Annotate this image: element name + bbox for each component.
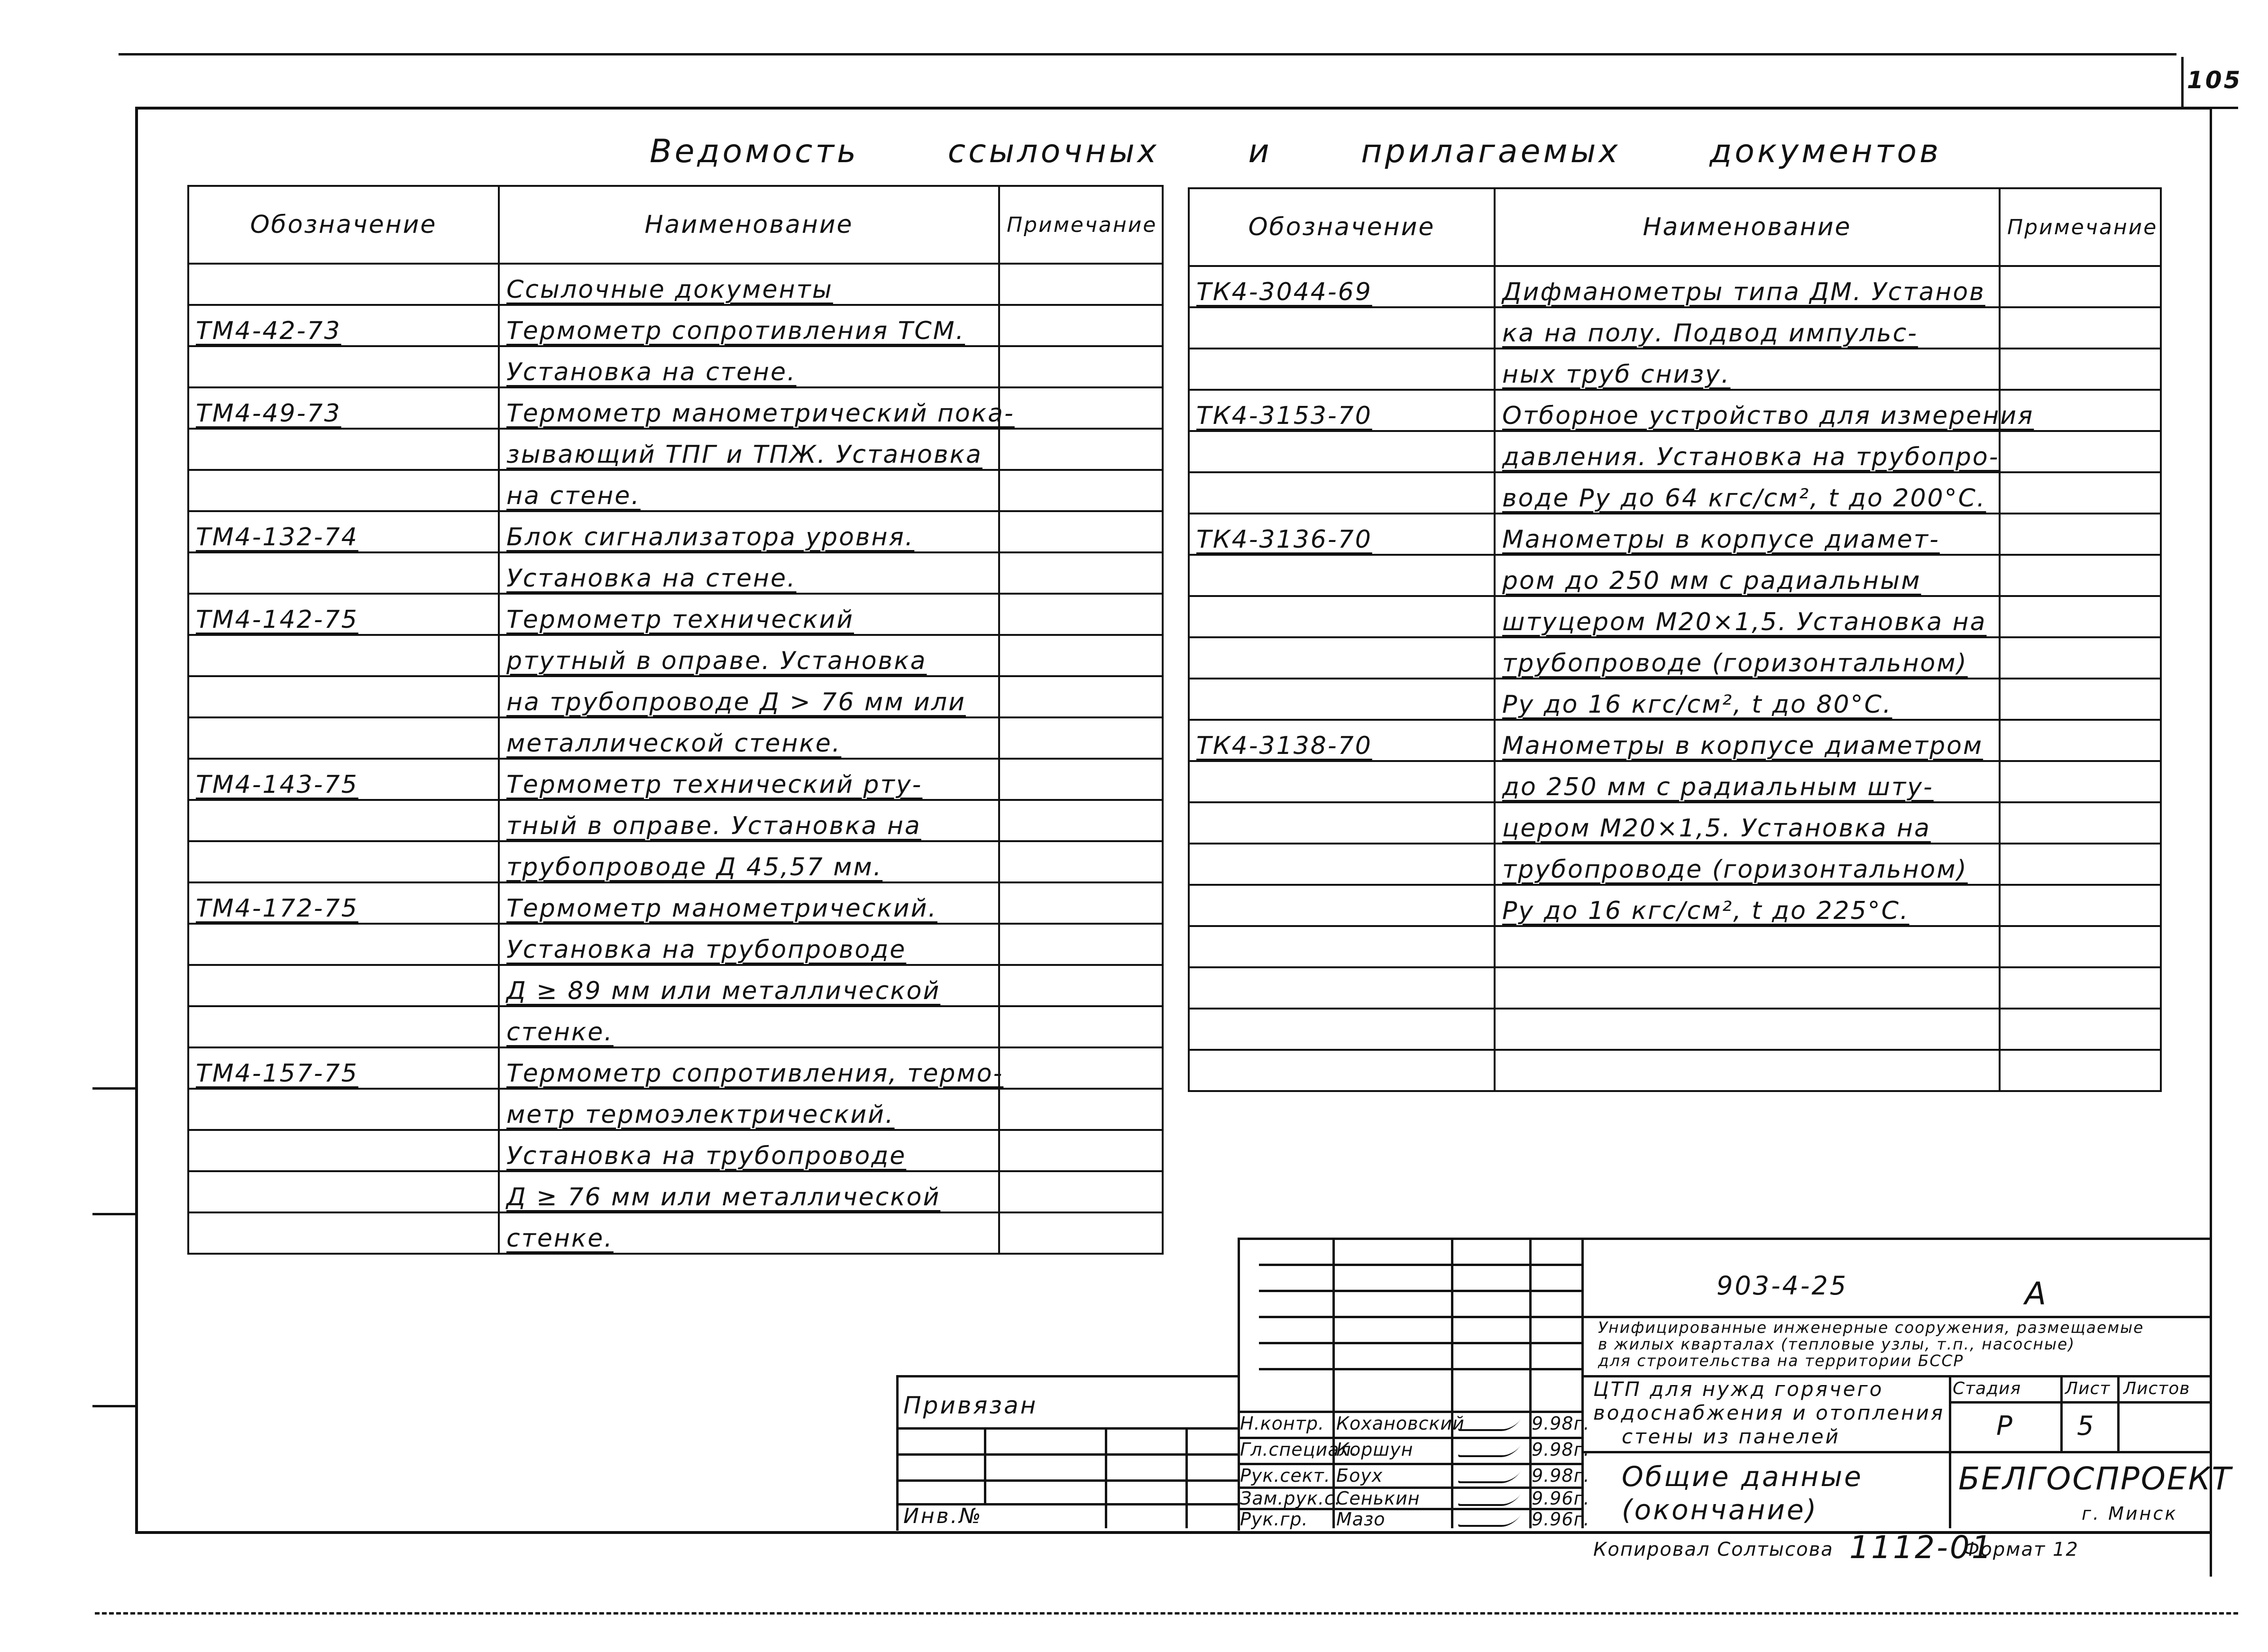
signature-name: Кохановский — [1336, 1413, 1465, 1434]
tb-col — [2117, 1375, 2120, 1451]
cell-designation: ТК4-3138-70 — [1189, 720, 1495, 761]
cell-name: Установка на трубопроводе — [499, 924, 999, 965]
cell-designation — [188, 924, 499, 965]
cell-note — [2000, 431, 2161, 472]
cell-name: до 250 мм с радиальным шту- — [1495, 761, 2000, 802]
cell-note — [999, 594, 1163, 635]
table-row — [1189, 885, 2161, 926]
cell-designation — [188, 800, 499, 841]
cell-note — [999, 676, 1163, 717]
signature-date: 9.98г. — [1532, 1439, 1590, 1460]
header-name: Наименование — [499, 186, 999, 264]
stage-label: Стадия — [1953, 1379, 2021, 1398]
cell-name: Дифманометры типа ДМ. Установ — [1495, 266, 2000, 307]
cell-note — [2000, 307, 2161, 349]
cell-note — [2000, 472, 2161, 514]
cell-note — [999, 841, 1163, 882]
signature-role: Гл.специал. — [1240, 1439, 1358, 1460]
header-note: Примечание — [999, 186, 1163, 264]
table-row — [188, 552, 1163, 594]
project-description-2: в жилых кварталах (тепловые узлы, т.п., насосные) — [1598, 1335, 2075, 1353]
cell-note — [999, 511, 1163, 552]
table-row — [1189, 967, 2161, 1009]
cell-note — [999, 1089, 1163, 1130]
cell-designation: ТМ4-132-74 — [188, 511, 499, 552]
table-row — [188, 717, 1163, 759]
cell-name: Термометр технический — [499, 594, 999, 635]
sheet-label: Лист — [2065, 1379, 2111, 1398]
cell-designation — [188, 965, 499, 1006]
table-row — [188, 470, 1163, 511]
cell-designation — [188, 676, 499, 717]
table-row — [188, 841, 1163, 882]
cell-name — [1495, 926, 2000, 967]
cell-designation — [1189, 637, 1495, 679]
table-row — [1189, 926, 2161, 967]
trim-line-bottom — [95, 1612, 2238, 1615]
privyazan-col — [1105, 1427, 1107, 1528]
cell-note — [999, 924, 1163, 965]
cell-note — [999, 882, 1163, 924]
signature-role: Зам.рук.с. — [1240, 1488, 1341, 1509]
cell-designation — [1189, 307, 1495, 349]
margin-tick — [92, 1405, 135, 1407]
table-row — [1189, 720, 2161, 761]
table-row — [1189, 637, 2161, 679]
cell-designation — [188, 470, 499, 511]
signature-role: Рук.сект. — [1240, 1465, 1331, 1486]
cell-name: Манометры в корпусе диаметром — [1495, 720, 2000, 761]
cell-note — [999, 759, 1163, 800]
footer-copy: Копировал Солтысова — [1593, 1539, 1834, 1560]
cell-note — [999, 305, 1163, 346]
signature-name: Мазо — [1336, 1509, 1386, 1530]
cell-name: Д ≥ 76 мм или металлической — [499, 1171, 999, 1212]
table-row — [188, 594, 1163, 635]
cell-name: Термометр манометрический пока- — [499, 387, 999, 429]
table-row — [188, 1212, 1163, 1254]
header-name: Наименование — [1495, 188, 2000, 266]
tb-col — [1332, 1238, 1335, 1528]
cell-note — [999, 429, 1163, 470]
right-register-table — [1188, 187, 2162, 1092]
tb-row — [1259, 1368, 1581, 1370]
tb-row — [1949, 1401, 2210, 1404]
cell-note — [999, 965, 1163, 1006]
tb-row — [1259, 1264, 1581, 1266]
table-row — [188, 305, 1163, 346]
table-row — [188, 1171, 1163, 1212]
cell-note — [2000, 514, 2161, 555]
cell-designation — [1189, 431, 1495, 472]
cell-designation: ТК4-3136-70 — [1189, 514, 1495, 555]
cell-note — [2000, 266, 2161, 307]
cell-name: Ру до 16 кгс/см², t до 80°С. — [1495, 679, 2000, 720]
project-description-1: Унифицированные инженерные сооружения, размещаемые — [1598, 1318, 2144, 1337]
privyazan-col — [1185, 1427, 1188, 1528]
cell-name: Ссылочные документы — [499, 264, 999, 305]
cell-note — [999, 1171, 1163, 1212]
cell-designation — [188, 1212, 499, 1254]
cell-note — [999, 800, 1163, 841]
cell-note — [999, 346, 1163, 387]
cell-note — [2000, 926, 2161, 967]
stage-value: Р — [1996, 1411, 2014, 1441]
cell-designation — [188, 429, 499, 470]
cell-name: Установка на стене. — [499, 552, 999, 594]
cell-note — [2000, 885, 2161, 926]
table-row — [1189, 844, 2161, 885]
table-row — [188, 1006, 1163, 1047]
signature-name: Сенькин — [1336, 1488, 1420, 1509]
cell-name: ром до 250 мм с радиальным — [1495, 555, 2000, 596]
cell-designation: ТМ4-172-75 — [188, 882, 499, 924]
header-designation: Обозначение — [1189, 188, 1495, 266]
cell-name: метр термоэлектрический. — [499, 1089, 999, 1130]
cell-designation — [1189, 596, 1495, 637]
table-row — [188, 264, 1163, 305]
object-name-1: ЦТП для нужд горячего — [1593, 1377, 1884, 1401]
cell-name: ртутный в оправе. Установка — [499, 635, 999, 676]
cell-name: на стене. — [499, 470, 999, 511]
cell-note — [2000, 1050, 2161, 1091]
cell-name: Установка на стене. — [499, 346, 999, 387]
margin-tick — [92, 1213, 135, 1215]
cell-note — [2000, 802, 2161, 844]
cell-designation: ТМ4-143-75 — [188, 759, 499, 800]
tb-row — [1259, 1342, 1581, 1344]
tb-col — [1949, 1375, 1951, 1528]
tb-row — [1581, 1451, 2210, 1453]
table-row — [1189, 1050, 2161, 1091]
table-row — [1189, 802, 2161, 844]
sheet-title-1: Общие данные — [1622, 1460, 1863, 1493]
cell-name: ка на полу. Подвод импульс- — [1495, 307, 2000, 349]
cell-note — [999, 717, 1163, 759]
cell-note — [999, 1006, 1163, 1047]
table-row — [1189, 431, 2161, 472]
cell-note — [2000, 720, 2161, 761]
cell-designation — [1189, 349, 1495, 390]
cell-note — [2000, 761, 2161, 802]
cell-designation: ТМ4-49-73 — [188, 387, 499, 429]
document-code: 903-4-25 — [1717, 1271, 1848, 1301]
organization-name: БЕЛГОСПРОЕКТ — [1958, 1460, 2232, 1497]
tb-col — [2060, 1375, 2063, 1451]
table-row — [188, 1047, 1163, 1089]
object-name-3: стены из панелей — [1622, 1425, 1840, 1448]
table-row — [188, 676, 1163, 717]
table-row — [188, 387, 1163, 429]
cell-designation — [188, 1006, 499, 1047]
cell-designation — [1189, 885, 1495, 926]
cell-name: ных труб снизу. — [1495, 349, 2000, 390]
signature-date: 9.96г. — [1532, 1509, 1590, 1530]
cell-designation — [1189, 1009, 1495, 1050]
page-title: Ведомость ссылочных и прилагаемых документов — [650, 133, 1942, 170]
table-row — [188, 1130, 1163, 1171]
cell-designation — [1189, 555, 1495, 596]
cell-designation — [188, 1130, 499, 1171]
signature-date: 9.98г. — [1532, 1413, 1590, 1434]
table-row — [1189, 679, 2161, 720]
cell-note — [2000, 1009, 2161, 1050]
cell-designation — [188, 635, 499, 676]
cell-note — [999, 1212, 1163, 1254]
cell-note — [2000, 349, 2161, 390]
cell-name: воде Ру до 64 кгс/см², t до 200°С. — [1495, 472, 2000, 514]
signature-role: Рук.гр. — [1240, 1509, 1308, 1530]
table-row — [1189, 761, 2161, 802]
tb-row — [1259, 1290, 1581, 1292]
album-letter: А — [2025, 1276, 2048, 1312]
cell-name: тный в оправе. Установка на — [499, 800, 999, 841]
cell-name: Термометр манометрический. — [499, 882, 999, 924]
cell-name: давления. Установка на трубопро- — [1495, 431, 2000, 472]
cell-name: металлической стенке. — [499, 717, 999, 759]
cell-designation — [1189, 802, 1495, 844]
cell-note — [2000, 637, 2161, 679]
cell-designation: ТМ4-42-73 — [188, 305, 499, 346]
table-row — [1189, 1009, 2161, 1050]
cell-name: стенке. — [499, 1006, 999, 1047]
privyazan-label: Привязан — [903, 1392, 1038, 1419]
table-row — [188, 882, 1163, 924]
signature-name: Боух — [1336, 1465, 1383, 1486]
table-row — [1189, 266, 2161, 307]
cell-designation: ТК4-3044-69 — [1189, 266, 1495, 307]
cell-note — [999, 1130, 1163, 1171]
sheet-title-2: (окончание) — [1622, 1494, 1818, 1526]
left-register-table — [187, 185, 1164, 1255]
cell-name: трубопроводе Д 45,57 мм. — [499, 841, 999, 882]
signature-date: 9.96г. — [1532, 1488, 1590, 1509]
cell-note — [999, 470, 1163, 511]
cell-name: трубопроводе (горизонтальном) — [1495, 844, 2000, 885]
cell-note — [2000, 596, 2161, 637]
cell-designation — [1189, 679, 1495, 720]
cell-note — [2000, 844, 2161, 885]
table-header-row — [1189, 188, 2161, 266]
cell-designation: ТМ4-142-75 — [188, 594, 499, 635]
cell-designation — [188, 1089, 499, 1130]
table-row — [1189, 555, 2161, 596]
table-row — [188, 1089, 1163, 1130]
cell-name: цером М20×1,5. Установка на — [1495, 802, 2000, 844]
cell-name — [1495, 1009, 2000, 1050]
signature-role: Н.контр. — [1240, 1413, 1325, 1434]
cell-note — [999, 552, 1163, 594]
cell-name: зывающий ТПГ и ТПЖ. Установка — [499, 429, 999, 470]
page-number: 105 — [2187, 66, 2242, 94]
table-row — [188, 800, 1163, 841]
cell-name: Д ≥ 89 мм или металлической — [499, 965, 999, 1006]
table-row — [188, 965, 1163, 1006]
table-row — [1189, 390, 2161, 431]
trim-line-top — [119, 53, 2176, 55]
cell-designation — [1189, 472, 1495, 514]
table-row — [188, 635, 1163, 676]
cell-designation — [1189, 761, 1495, 802]
cell-name — [1495, 1050, 2000, 1091]
table-row — [1189, 349, 2161, 390]
cell-note — [2000, 967, 2161, 1009]
cell-note — [999, 387, 1163, 429]
cell-note — [999, 1047, 1163, 1089]
cell-designation — [1189, 926, 1495, 967]
tb-col — [1451, 1238, 1453, 1528]
cell-name: Манометры в корпусе диамет- — [1495, 514, 2000, 555]
cell-name: стенке. — [499, 1212, 999, 1254]
cell-name: на трубопроводе Д > 76 мм или — [499, 676, 999, 717]
cell-name: Термометр сопротивления ТСМ. — [499, 305, 999, 346]
signature-date: 9.98г. — [1532, 1465, 1590, 1486]
project-description-3: для строительства на территории БССР — [1598, 1351, 1964, 1370]
tb-row — [1259, 1316, 1581, 1318]
table-row — [188, 924, 1163, 965]
cell-name — [1495, 967, 2000, 1009]
cell-designation — [1189, 844, 1495, 885]
table-row — [1189, 307, 2161, 349]
table-row — [1189, 596, 2161, 637]
cell-note — [999, 264, 1163, 305]
cell-note — [2000, 679, 2161, 720]
footer-format: Формат 12 — [1963, 1539, 2079, 1560]
cell-name: трубопроводе (горизонтальном) — [1495, 637, 2000, 679]
cell-designation — [1189, 967, 1495, 1009]
cell-name: Ру до 16 кгс/см², t до 225°С. — [1495, 885, 2000, 926]
cell-designation — [188, 264, 499, 305]
cell-designation — [1189, 1050, 1495, 1091]
organization-city: г. Минск — [2082, 1503, 2178, 1524]
signature-name: Коршун — [1336, 1439, 1414, 1460]
cell-note — [2000, 555, 2161, 596]
header-note: Примечание — [2000, 188, 2161, 266]
cell-note — [999, 635, 1163, 676]
cell-designation — [188, 552, 499, 594]
table-row — [1189, 472, 2161, 514]
table-row — [188, 346, 1163, 387]
privyazan-col — [984, 1427, 986, 1503]
table-row — [188, 429, 1163, 470]
cell-designation — [188, 346, 499, 387]
cell-designation — [188, 717, 499, 759]
cell-designation — [188, 1171, 499, 1212]
table-row — [188, 759, 1163, 800]
cell-name: Блок сигнализатора уровня. — [499, 511, 999, 552]
cell-name: Термометр сопротивления, термо- — [499, 1047, 999, 1089]
cell-designation: ТМ4-157-75 — [188, 1047, 499, 1089]
table-header-row — [188, 186, 1163, 264]
footer-number: 1112-01 — [1849, 1529, 1993, 1566]
cell-designation: ТК4-3153-70 — [1189, 390, 1495, 431]
cell-name: штуцером М20×1,5. Установка на — [1495, 596, 2000, 637]
cell-name: Термометр технический рту- — [499, 759, 999, 800]
cell-designation — [188, 841, 499, 882]
sheets-label: Листов — [2123, 1379, 2190, 1398]
object-name-2: водоснабжения и отопления — [1593, 1401, 1945, 1424]
sheet-value: 5 — [2077, 1411, 2096, 1441]
margin-tick — [92, 1087, 135, 1090]
cell-name: Отборное устройство для измерения — [1495, 390, 2000, 431]
cell-name: Установка на трубопроводе — [499, 1130, 999, 1171]
inventory-label: Инв.№ — [903, 1504, 983, 1528]
table-row — [188, 511, 1163, 552]
header-designation: Обозначение — [188, 186, 499, 264]
table-row — [1189, 514, 2161, 555]
